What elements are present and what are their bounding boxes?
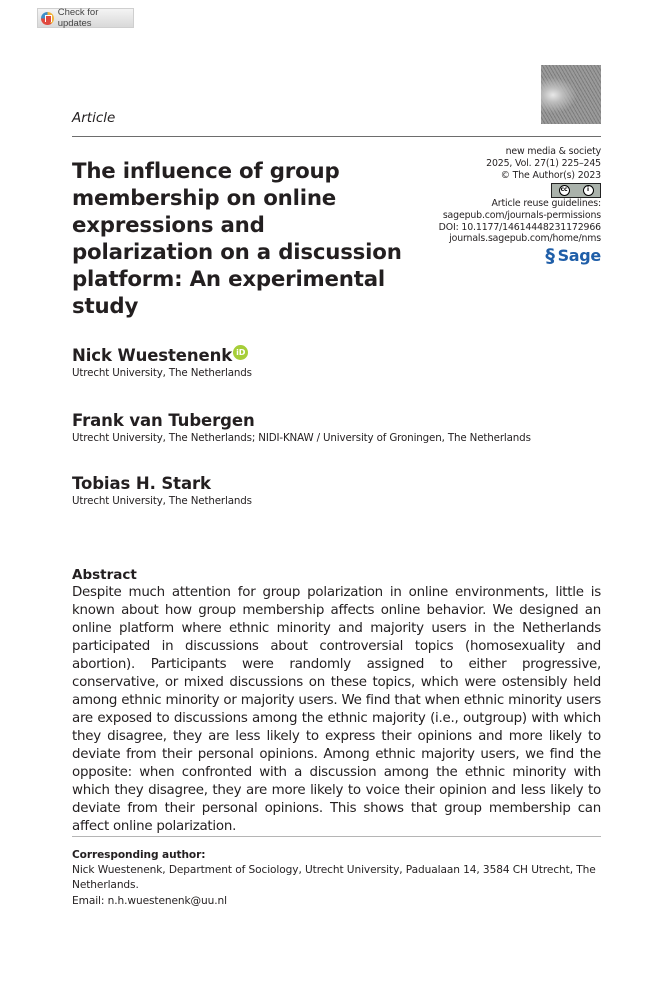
cc-by-icon[interactable]: cc i xyxy=(439,182,601,198)
author-affiliation: Utrecht University, The Netherlands xyxy=(72,495,252,507)
author-block xyxy=(72,346,252,380)
corresponding-heading: Corresponding author: xyxy=(72,849,206,861)
header-divider xyxy=(72,136,601,137)
publisher-name: Sage xyxy=(557,246,601,266)
journal-name: new media & society xyxy=(505,146,601,157)
sage-logo xyxy=(545,245,601,268)
author-name: Nick Wuestenenk xyxy=(72,346,233,365)
doi-link[interactable]: DOI: 10.1177/14614448231172966 xyxy=(438,221,601,233)
sage-s-icon: § xyxy=(545,245,555,268)
corresponding-email[interactable]: Email: n.h.wuestenenk@uu.nl xyxy=(72,894,228,907)
author-block xyxy=(72,411,531,445)
orcid-icon[interactable]: iD xyxy=(233,345,248,360)
reuse-link[interactable]: sagepub.com/journals-permissions xyxy=(442,209,601,221)
check-for-updates-label: Check for updates xyxy=(57,7,99,29)
check-for-updates-button[interactable] xyxy=(37,8,134,28)
journal-volume: 2025, Vol. 27(1) 225–245 xyxy=(486,157,601,169)
corresponding-address: Nick Wuestenenk, Department of Sociology, Utrecht University, Padualaan 14, 3584 CH Utrecht, The Netherlands. xyxy=(72,864,596,892)
journal-homepage-link[interactable]: journals.sagepub.com/home/nms xyxy=(449,233,601,245)
abstract-section xyxy=(72,567,601,836)
author-name: Frank van Tubergen xyxy=(72,411,255,430)
abstract-body: Despite much attention for group polarization in online environments, little is known about how group membership affects online behavior. We designed an online platform where ethnic minority and majority users in the Netherlands participated in discussions about controversial topics (homosexuality and abortion). Participants were randomly assigned to either progressive, conservative, or mixed discussions on these topics, which were ostensibly held among ethnic minority or majority users. We find that when ethnic minority users are exposed to discussions among the ethnic majority (i.e., outgroup) with which they disagree, they are less likely to express their opinions and more likely to deviate from their personal opinions. Among ethnic majority users, we find the opposite: when confronted with a discussion among the ethnic minority with which they disagree, they are more likely to voice their opinion and less likely to deviate from their personal opinions. This shows that group membership can affect online polarization. xyxy=(72,585,601,834)
footnote-divider xyxy=(72,836,601,837)
author-name: Tobias H. Stark xyxy=(72,474,211,493)
article-title: The influence of group membership on online expressions and polarization on a discussion platform: An experimental study xyxy=(72,159,402,319)
corresponding-author xyxy=(72,848,601,909)
author-block xyxy=(72,474,252,508)
abstract-heading: Abstract xyxy=(72,567,137,583)
journal-cover-image xyxy=(541,65,601,124)
reuse-label: Article reuse guidelines: xyxy=(491,197,601,209)
crossmark-icon xyxy=(41,12,54,25)
journal-info xyxy=(439,146,601,266)
author-affiliation: Utrecht University, The Netherlands; NIDI-KNAW / University of Groningen, The Netherlands xyxy=(72,432,531,444)
copyright: © The Author(s) 2023 xyxy=(500,169,601,181)
author-affiliation: Utrecht University, The Netherlands xyxy=(72,367,252,379)
article-type-label: Article xyxy=(72,110,116,126)
